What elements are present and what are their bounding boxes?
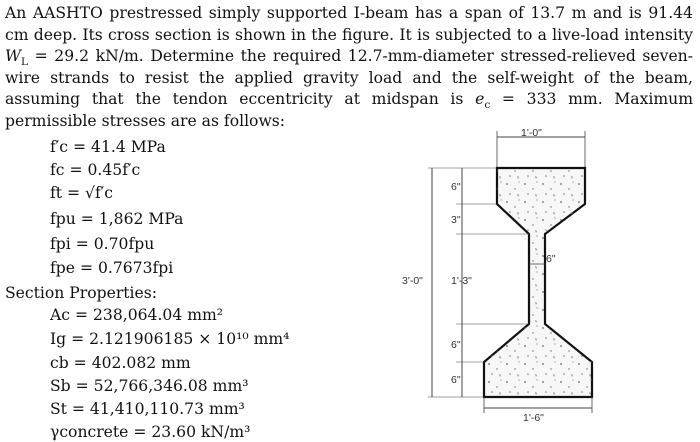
- stress-fpu: fpu = 1,862 MPa: [50, 210, 184, 228]
- top-width-label: 1'-0": [521, 127, 542, 139]
- property-gamma: γconcrete = 23.60 kN/m³: [50, 423, 251, 441]
- property-ac: Ac = 238,064.04 mm²: [50, 306, 224, 324]
- i-beam-cross-section: [395, 120, 695, 438]
- total-depth-label: 3'-0": [402, 275, 423, 287]
- live-load-subscript: L: [21, 56, 29, 69]
- stress-ft: ft = √f′c: [50, 184, 113, 202]
- problem-text-3: = 333 mm. Maximum permissible stresses are as follows:: [5, 90, 693, 130]
- eccentricity-subscript: c: [484, 99, 491, 112]
- property-ig: Ig = 2.121906185 × 10¹⁰ mm⁴: [50, 330, 290, 348]
- property-cb: cb = 402.082 mm: [50, 354, 191, 372]
- bottom-haunch-label: 6": [451, 339, 461, 351]
- top-flange-label: 6": [451, 181, 461, 193]
- section-properties-heading: Section Properties:: [5, 284, 158, 302]
- stress-fpi: fpi = 0.70fpu: [50, 235, 155, 253]
- top-haunch-label: 3": [451, 214, 461, 226]
- stress-fpe: fpe = 0.7673fpi: [50, 259, 174, 277]
- problem-text-1: An AASHTO prestressed simply supported I-beam has a span of 13.7 m and is 91.44 cm deep. Its cross section is shown in the figure. It is subjected to a live-load intensity: [5, 4, 693, 44]
- web-width-label: 6": [546, 253, 556, 265]
- bottom-flange-label: 6": [451, 374, 461, 386]
- stress-fc: fc = 0.45f′c: [50, 161, 141, 179]
- eccentricity-symbol: e: [475, 90, 485, 108]
- stress-fpc: f′c = 41.4 MPa: [50, 138, 166, 156]
- property-sb: Sb = 52,766,346.08 mm³: [50, 377, 249, 395]
- web-height-label: 1'-3": [451, 275, 472, 287]
- concrete-hatch: [484, 168, 592, 397]
- property-st: St = 41,410,110.73 mm³: [50, 400, 245, 418]
- problem-text-2: = 29.2 kN/m. Determine the required 12.7-mm-diameter stressed-relieved seven-wire strands to resist the applied gravity load and the self-weight of the beam, assuming that the tendon eccentricity at midspan is: [5, 47, 693, 108]
- bottom-width-label: 1'-6": [523, 412, 544, 424]
- problem-statement: [5, 3, 693, 132]
- live-load-symbol: W: [5, 47, 22, 65]
